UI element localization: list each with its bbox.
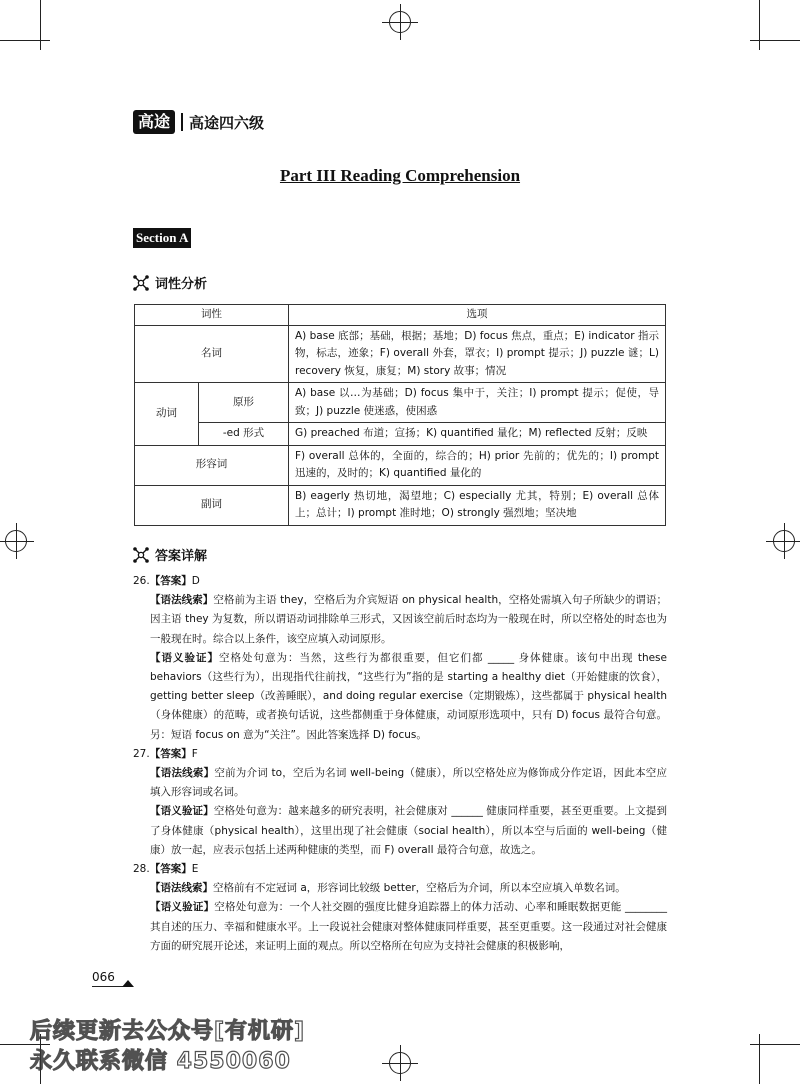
- table-row: [135, 383, 666, 423]
- grammar-clue: [133, 879, 667, 898]
- pos-label: 副词: [135, 485, 289, 525]
- meaning-check: [133, 649, 667, 745]
- watermark-line: 永久联系微信 4550060: [30, 1049, 291, 1074]
- molecule-icon: [132, 546, 150, 564]
- table-row: [135, 485, 666, 525]
- brand-header: [133, 110, 264, 134]
- registration-mark-icon: [5, 530, 27, 552]
- pos-options: A) base 以…为基础；D) focus 集中于，关注；I) prompt 提示；促使，导致；J) puzzle 使迷惑，使困惑: [289, 383, 666, 423]
- brand-logo: 高途: [133, 110, 175, 134]
- answer-line: [133, 572, 667, 591]
- answer-value: E: [191, 863, 199, 876]
- answer-value: D: [191, 575, 200, 587]
- table-row: [135, 423, 666, 446]
- grammar-text: 空前为介词 to，空后为名词 well-being（健康），所以空格处应为修饰成分作定语，因此本空应填入形容词或名词。: [150, 767, 668, 799]
- meaning-text: 空格处句意为：一个人社交圈的强度比健身追踪器上的体力活动、心率和睡眠数据更能 ________ 其自述的压力、幸福和健康水平。上一段说社会健康对整体健康同样重要，甚至更重要。这一段通过对社会健康方面的研究展开论述，来证明上面的观点。所以空格所在句应为支持社会健康的积极影响，: [150, 901, 668, 952]
- answer-line: [133, 745, 667, 764]
- triangle-icon: [122, 980, 134, 987]
- question-number: 27.: [133, 747, 150, 760]
- crop-mark: [750, 1044, 800, 1045]
- table-row: [135, 325, 666, 383]
- answer-value: F: [191, 747, 198, 760]
- grammar-tag: 【语法线索】: [150, 594, 214, 607]
- section-label: Section A: [133, 228, 191, 248]
- pos-label: 形容词: [135, 445, 289, 485]
- meaning-tag: 【语义验证】: [150, 805, 214, 818]
- answers-body: [133, 572, 667, 956]
- crop-mark: [750, 40, 800, 41]
- answer-tag: 【答案】: [149, 747, 192, 760]
- registration-mark-icon: [389, 11, 411, 33]
- crop-mark: [40, 0, 41, 50]
- question-number: 26.: [133, 575, 150, 587]
- meaning-check: [133, 898, 667, 956]
- crop-mark: [759, 1034, 760, 1084]
- divider: [181, 113, 183, 131]
- table-header-row: [135, 305, 666, 326]
- answer-tag: 【答案】: [149, 863, 192, 876]
- table-row: [135, 445, 666, 485]
- answers-title: 答案详解: [155, 549, 208, 564]
- table-header-cell: 选项: [289, 305, 666, 326]
- registration-mark-icon: [389, 1052, 411, 1074]
- crop-mark: [0, 40, 50, 41]
- pos-analysis-heading: [132, 273, 207, 292]
- pos-sublabel: 原形: [199, 383, 289, 423]
- meaning-text: 空格处句意为：当然，这些行为都很重要，但它们都 _____ 身体健康。该句中出现 these behaviors（这些行为），出现指代往前找，“这些行为”指的是 starting a healthy diet（开始健康的饮食），getting better sleep（改善睡眠），and doing regular exercise（定期锻炼），这些都属于 physical health（身体健康）的范畴，或者换句话说，这些都侧重于身体健康，动词原形选项中，只有 D) focus 最符合句意。另：短语 focus on 意为“关注”。因此答案选择 D) focus。: [150, 651, 667, 741]
- grammar-clue: [133, 764, 667, 802]
- grammar-text: 空格前为主语 they，空格后为介宾短语 on physical health，空格处需填入句子所缺少的谓语；因主语 they 为复数，所以谓语动词排除单三形式，又因该空前后时态均为一般现在时，所以空格处的时态也为一般现在时。综合以上条件，该空应填入动词原形。: [150, 594, 667, 645]
- grammar-clue: [133, 591, 667, 649]
- grammar-tag: 【语法线索】: [150, 882, 213, 895]
- pos-label: 动词: [135, 383, 199, 446]
- watermark-line: 后续更新去公众号[有机研]: [30, 1019, 306, 1044]
- pos-options: B) eagerly 热切地，渴望地；C) especially 尤其，特别；E) overall 总体上；总计；I) prompt 准时地；O) strongly 强烈地；坚决地: [289, 485, 666, 525]
- molecule-icon: [132, 274, 150, 292]
- crop-mark: [759, 0, 760, 50]
- pos-options: A) base 底部；基础，根据；基地；D) focus 焦点，重点；E) indicator 指示物，标志，迹象；F) overall 外套，罩衣；I) prompt 提示；J) puzzle 谜；L) recovery 恢复，康复；M) story 故事；情况: [289, 325, 666, 383]
- pos-options: G) preached 布道；宣扬；K) quantified 量化；M) reflected 反射；反映: [289, 423, 666, 446]
- grammar-text: 空格前有不定冠词 a，形容词比较级 better，空格后为介词，所以本空应填入单数名词。: [213, 882, 626, 895]
- answers-heading: [132, 545, 207, 564]
- registration-mark-icon: [773, 530, 795, 552]
- page-number: 066: [92, 970, 115, 984]
- meaning-text: 空格处句意为：越来越多的研究表明，社会健康对 ______ 健康同样重要，甚至更重要。上文提到了身体健康（physical health），这里出现了社会健康（social health），所以本空与后面的 well-being（健康）放一起，应表示包括上述两种健康的类型，而 F) overall 最符合句意，故选之。: [150, 805, 667, 856]
- pos-analysis-title: 词性分析: [155, 277, 208, 292]
- page-title: Part III Reading Comprehension: [279, 166, 521, 185]
- pos-sublabel: -ed 形式: [199, 423, 289, 446]
- answer-line: [133, 860, 667, 879]
- answer-tag: 【答案】: [149, 575, 192, 587]
- pos-options: F) overall 总体的，全面的，综合的；H) prior 先前的；优先的；I) prompt 迅速的，及时的；K) quantified 量化的: [289, 445, 666, 485]
- table-header-cell: 词性: [135, 305, 289, 326]
- meaning-check: [133, 802, 667, 860]
- brand-name: 高途四六级: [189, 113, 265, 132]
- pos-table: [134, 304, 666, 526]
- meaning-tag: 【语义验证】: [150, 651, 220, 664]
- meaning-tag: 【语义验证】: [150, 901, 215, 914]
- question-number: 28.: [133, 863, 150, 876]
- pos-label: 名词: [135, 325, 289, 383]
- grammar-tag: 【语法线索】: [150, 767, 215, 780]
